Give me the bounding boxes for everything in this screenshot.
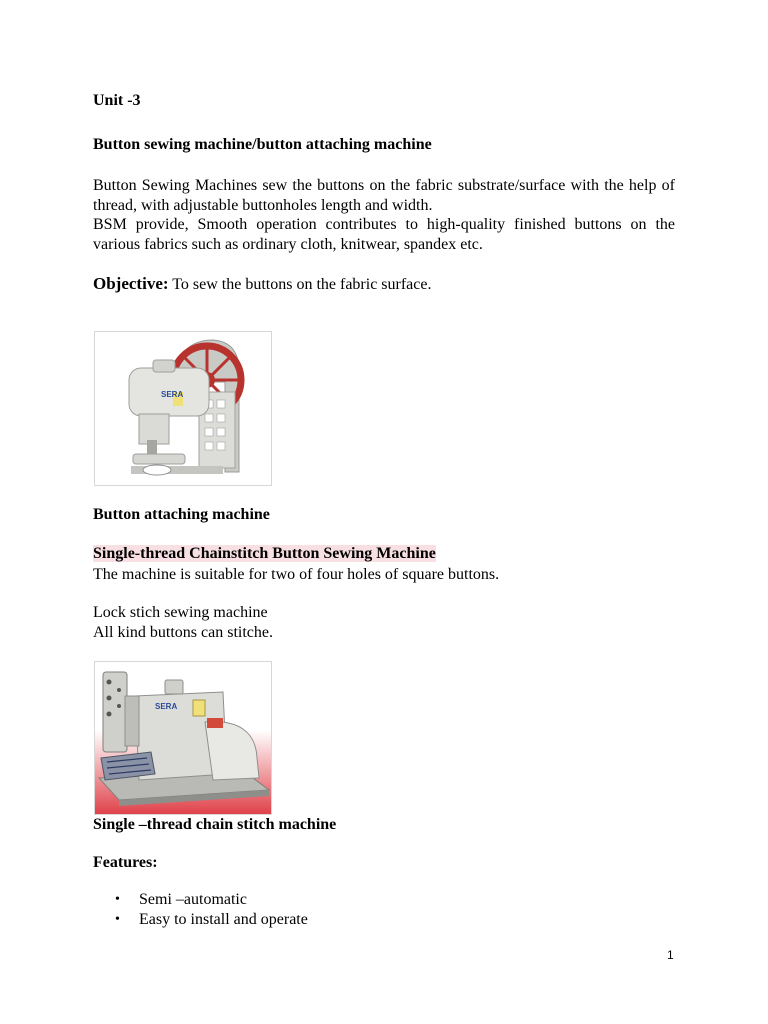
features-list xyxy=(93,890,308,930)
section-title: Button sewing machine/button attaching machine xyxy=(93,136,432,153)
figure1-caption: Button attaching machine xyxy=(93,506,270,523)
lock-stitch-line: Lock stich sewing machine xyxy=(93,604,268,621)
brand-label-1: SERA xyxy=(161,390,184,399)
suitability-text: The machine is suitable for two of four holes of square buttons. xyxy=(93,566,500,583)
feature-item: • Easy to install and operate xyxy=(93,910,308,930)
figure2-caption: Single –thread chain stitch machine xyxy=(93,816,337,833)
machine-illustration-1 xyxy=(95,332,271,485)
intro-paragraph-1: Button Sewing Machines sew the buttons on the fabric substrate/surface with the help of thread, with adjustable buttonholes length and width. xyxy=(93,177,675,214)
highlighted-text: Single-thread Chainstitch Button Sewing Machine xyxy=(93,545,436,562)
features-heading: Features: xyxy=(93,854,158,871)
brand-label-2: SERA xyxy=(155,702,178,711)
button-attaching-machine-photo xyxy=(94,331,272,486)
objective-text: To sew the buttons on the fabric surface. xyxy=(168,276,432,293)
unit-heading: Unit -3 xyxy=(93,92,141,109)
chain-stitch-machine-photo xyxy=(94,661,272,815)
intro-paragraph-2: BSM provide, Smooth operation contributes to high-quality finished buttons on the various fabrics such as ordinary cloth, knitwear, spandex etc. xyxy=(93,216,675,253)
machine-illustration-2 xyxy=(95,662,271,814)
objective-line xyxy=(93,274,431,295)
objective-label: Objective: xyxy=(93,274,169,293)
feature-item: • Semi –automatic xyxy=(93,890,308,910)
highlight-title xyxy=(93,544,436,564)
buttons-line: All kind buttons can stitche. xyxy=(93,624,273,641)
page-number: 1 xyxy=(667,948,674,962)
